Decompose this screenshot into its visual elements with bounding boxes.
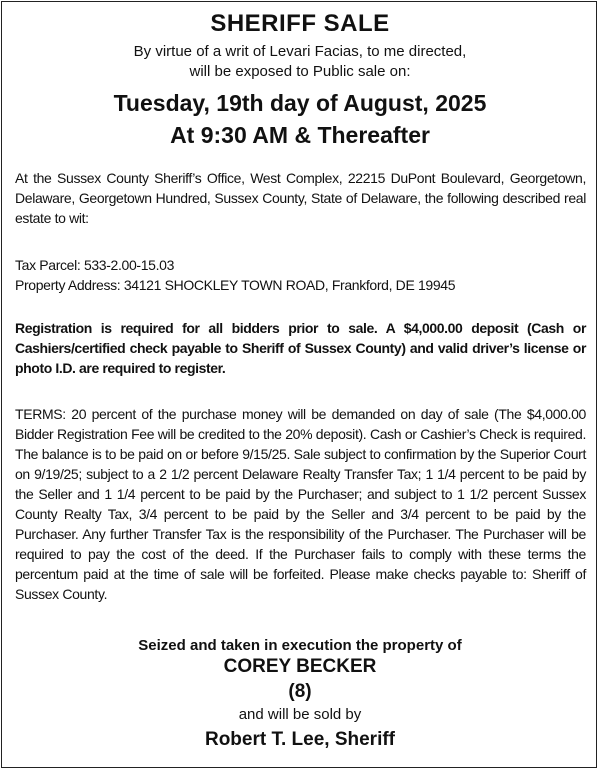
property-details [15,255,586,295]
registration-paragraph: Registration is required for all bidders prior to sale. A $4,000.00 deposit (Cash or Cashiers/certified check payable to Sheriff of Sussex County) and valid driver’s license or photo I.D. are required to register. [15,320,586,376]
terms-paragraph: TERMS: 20 percent of the purchase money will be demanded on day of sale (The $4,000.00 Bidder Registration Fee will be credited to the 20% deposit). Cash or Cashier’s Check is required. The balance is to be paid on or before 9/15/25. Sale subject to confirmation by the Superior Court on 9/19/25; subject to a 2 1/2 percent Delaware Realty Transfer Tax; 1 1/4 percent to be paid by the Seller and 1 1/4 percent to be paid by the Purchaser; and subject to 1 1/2 percent Sussex County Realty Tax, 3/4 percent to be paid by the Seller and 3/4 percent to be paid by the Purchaser. Any further Transfer Tax is the responsibility of the Purchaser. The Purchaser will be required to pay the cost of the deed. If the Purchaser fails to comply with these terms the percentum paid at the time of sale will be forfeited. Please make checks payable to: Sheriff of Sussex County. [15,406,586,602]
sale-time: At 9:30 AM & Thereafter [170,122,430,148]
tax-parcel: Tax Parcel: 533-2.00-15.03 [15,257,175,273]
case-number: (8) [288,681,312,702]
intro-line-2: will be exposed to Public sale on: [189,63,411,80]
property-address: Property Address: 34121 SHOCKLEY TOWN ROAD, Frankford, DE 19945 [15,277,456,293]
intro-line-1: By virtue of a writ of Levari Facias, to me directed, [133,43,467,60]
seized-line: Seized and taken in execution the property of [138,637,462,654]
notice-title: SHERIFF SALE [210,10,390,37]
sale-location-paragraph: At the Sussex County Sheriff’s Office, West Complex, 22215 DuPont Boulevard, Georgetown, Delaware, Georgetown Hundred, Sussex County, State of Delaware, the following described real estate to wit: [15,170,586,226]
sold-by-line: and will be sold by [238,706,362,723]
sale-date: Tuesday, 19th day of August, 2025 [113,90,487,116]
defendant-name: COREY BECKER [223,656,377,677]
sheriff-name: Robert T. Lee, Sheriff [204,729,396,750]
